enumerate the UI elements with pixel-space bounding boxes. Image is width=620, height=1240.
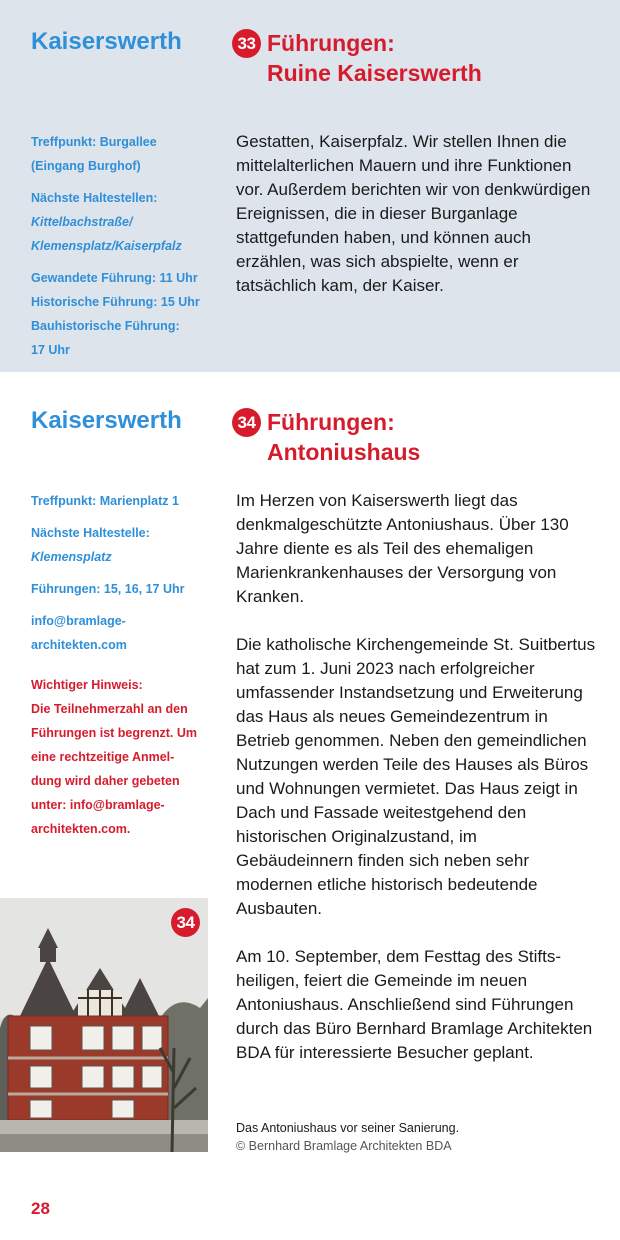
antoniushaus-photo	[0, 898, 208, 1152]
section-33-number-badge	[232, 29, 261, 58]
stops-line1: Kittelbachstraße/	[31, 215, 133, 229]
stops-label: Nächste Haltestellen:	[31, 191, 158, 205]
section-34-number-badge	[232, 408, 261, 437]
section-34-sidebar	[31, 489, 221, 841]
section-34-title-line2: Antoniushaus	[267, 439, 421, 465]
stop-label: Nächste Haltestelle:	[31, 526, 150, 540]
notice-line5: unter: info@bramlage-	[31, 798, 165, 812]
tour-time-2: Historische Führung: 15 Uhr	[31, 295, 200, 309]
section-33-number: 33	[232, 29, 261, 58]
section-34-body	[236, 489, 598, 1089]
section-33-paragraph: Gestatten, Kaiserpfalz. Wir stellen Ihnen die mittelalterlichen Mauern und ihre Funktionen vor. Außerdem berichten wir von denkwürdigen Ereignissen, die in dieser Burganlage stattgefunden haben, und können auch erzählen, was sich abspielte, wenn er tatsächlich kam, der Kaiser.	[236, 132, 591, 295]
notice-line3: eine rechtzeitige Anmel-	[31, 750, 175, 764]
section-34-paragraph-1: Im Herzen von Kaiserswerth liegt das denkmalgeschützte Antoniushaus. Über 130 Jahre diente es als Teil des ehemaligen Marienkrankenhauses der Versorgung von Kranken.	[236, 491, 569, 606]
tour-time-1: Gewandete Führung: 11 Uhr	[31, 271, 198, 285]
section-34-place: Kaiserswerth	[31, 407, 182, 434]
caption-line1: Das Antoniushaus vor seiner Sanierung.	[236, 1121, 460, 1135]
notice-line1: Die Teilnehmerzahl an den	[31, 702, 188, 716]
section-33-title-line2: Ruine Kaiserswerth	[267, 60, 482, 86]
meeting-point-line2: (Eingang Burghof)	[31, 159, 141, 173]
notice-line2: Führungen ist begrenzt. Um	[31, 726, 197, 740]
tour-time-3a: Bauhistorische Führung:	[31, 319, 180, 333]
notice-label: Wichtiger Hinweis:	[31, 678, 143, 692]
section-34-number: 34	[232, 408, 261, 437]
section-33-title-line1: Führungen:	[267, 30, 395, 56]
caption-credit: © Bernhard Bramlage Architekten BDA	[236, 1139, 452, 1153]
notice-line6: architekten.com.	[31, 822, 131, 836]
email-line2[interactable]: architekten.com	[31, 638, 127, 652]
section-34-title-line1: Führungen:	[267, 409, 395, 435]
email-line1[interactable]: info@bramlage-	[31, 614, 126, 628]
photo-number: 34	[171, 908, 200, 937]
stop-name: Klemensplatz	[31, 550, 112, 564]
stops-line2: Klemensplatz/Kaiserpfalz	[31, 239, 182, 253]
section-33-place: Kaiserswerth	[31, 28, 182, 55]
photo-number-badge	[171, 908, 200, 937]
tour-time-3b: 17 Uhr	[31, 343, 70, 357]
section-34-title	[267, 407, 420, 467]
meeting-point-line1: Treffpunkt: Burgallee	[31, 135, 157, 149]
section-33-sidebar	[31, 130, 221, 362]
tour-times: Führungen: 15, 16, 17 Uhr	[31, 582, 185, 596]
page-number: 28	[31, 1199, 50, 1218]
section-33-body	[236, 130, 598, 322]
notice-line4: dung wird daher gebeten	[31, 774, 180, 788]
meeting-point: Treffpunkt: Marienplatz 1	[31, 494, 179, 508]
section-33-title	[267, 28, 482, 88]
section-34-paragraph-2: Die katholische Kirchengemeinde St. Suitbertus hat zum 1. Juni 2023 nach erfolgreicher umfassender Instandsetzung und Erweiterung das Haus als neues Gemeindezentrum in Betrieb genommen. Neben den gemeindlichen Nutzungen werden Teile des Hauses als Büros und Wohnungen vermietet. Das Haus zeigt in Dach und Fassade weitestgehend den historischen Originalzustand, im Gebäudeinnern finden sich neben sehr modernen etliche historisch bedeutende Ausbauten.	[236, 635, 596, 918]
photo-caption	[236, 1119, 459, 1155]
section-34-paragraph-3: Am 10. September, dem Festtag des Stiftsheiligen, feiert die Gemeinde im neuen Antoniushaus. Anschließend sind Führungen durch das Büro Bernhard Bramlage Architekten BDA für interessierte Besucher geplant.	[236, 947, 593, 1062]
